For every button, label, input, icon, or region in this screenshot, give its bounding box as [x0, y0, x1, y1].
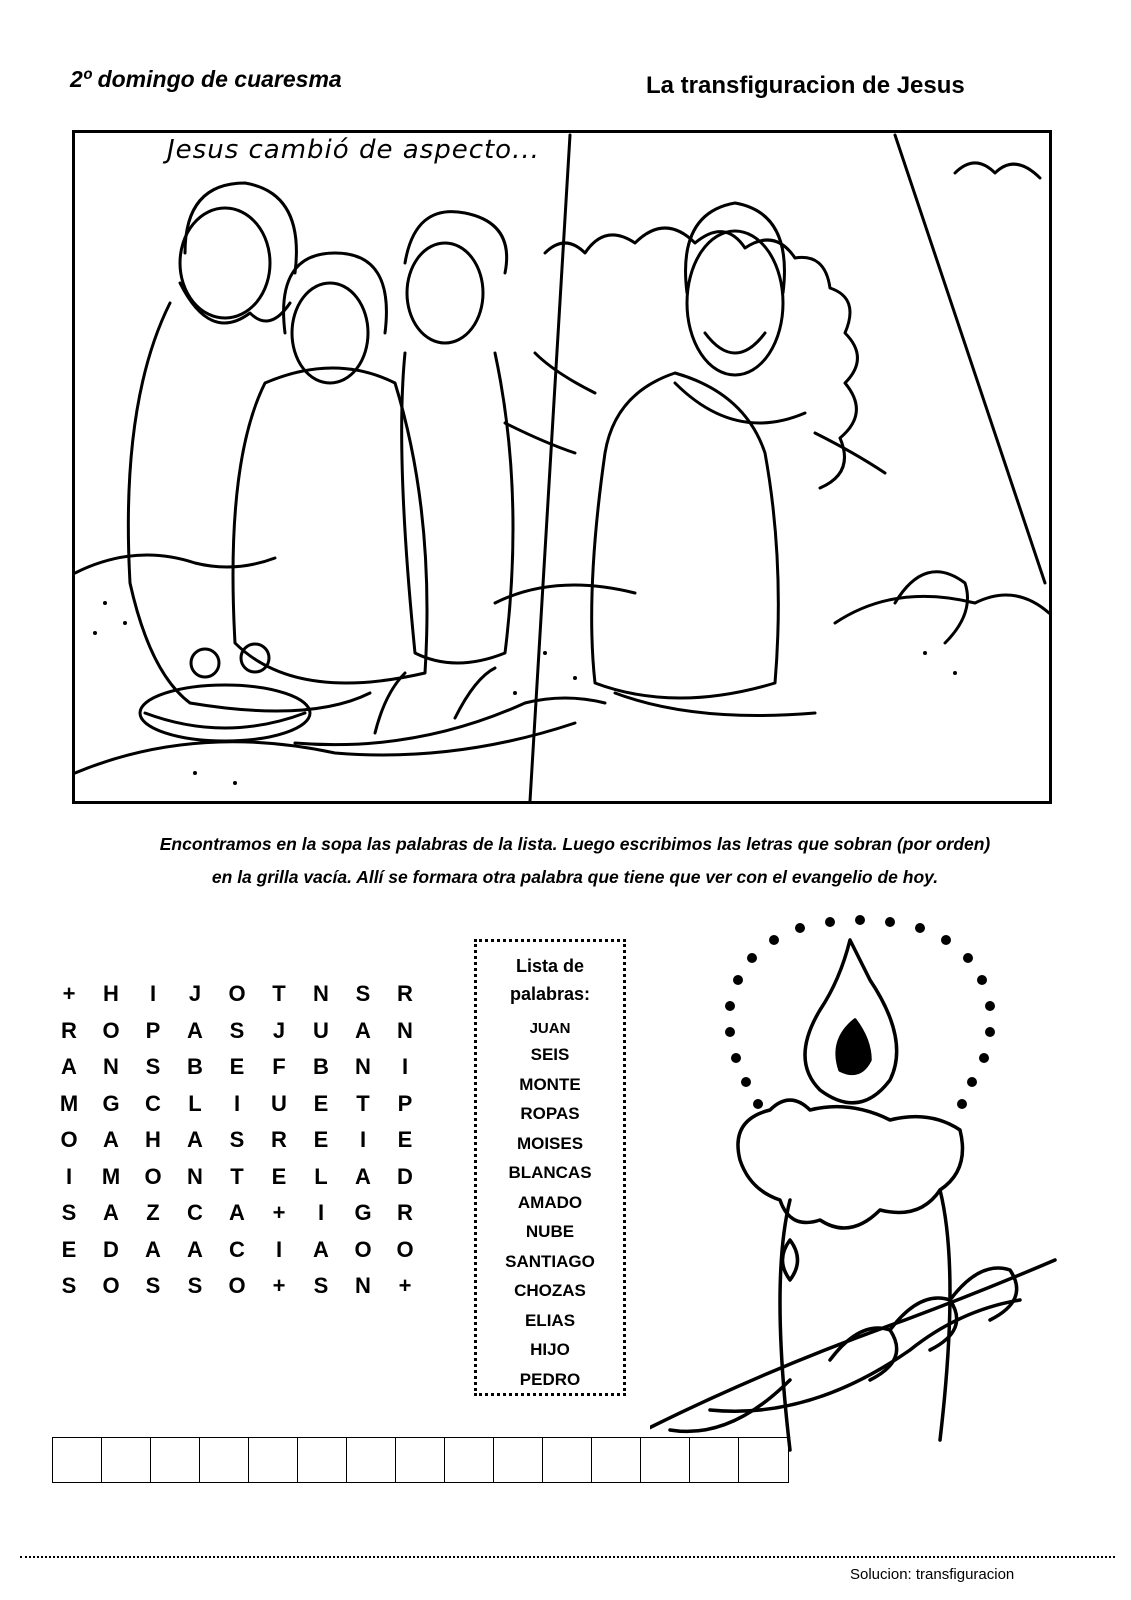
answer-box[interactable]	[53, 1438, 102, 1482]
grid-cell: N	[103, 1054, 119, 1079]
grid-cell: E	[271, 1163, 287, 1189]
grid-cell: S	[61, 1200, 77, 1225]
answer-box[interactable]	[249, 1438, 298, 1482]
grid-cell: B	[187, 1054, 203, 1079]
word-list-box	[474, 939, 626, 1396]
page-title: La transfiguracion de Jesus	[646, 72, 965, 99]
grid-cell: C	[187, 1200, 203, 1225]
grid-cell: I	[275, 1236, 283, 1262]
grid-cell: T	[356, 1090, 370, 1116]
grid-cell: A	[103, 1127, 119, 1152]
word-list-item: MONTE	[519, 1074, 581, 1094]
grid-cell: S	[355, 981, 371, 1006]
footer-divider	[20, 1556, 1115, 1558]
grid-cell: E	[313, 1127, 329, 1152]
grid-cell: O	[102, 1017, 120, 1043]
word-list-title-line-2: palabras:	[509, 984, 591, 1004]
grid-cell: +	[62, 981, 76, 1006]
word-list-item: PEDRO	[519, 1369, 581, 1389]
grid-cell: L	[314, 1163, 328, 1189]
grid-cell: E	[397, 1127, 413, 1152]
grid-cell: O	[144, 1163, 162, 1189]
word-list-item: MOISES	[516, 1133, 584, 1153]
grid-cell: E	[61, 1236, 77, 1262]
grid-cell: O	[60, 1127, 78, 1152]
word-list-item: SANTIAGO	[505, 1251, 595, 1271]
solution-text: Solucion: transfiguracion	[850, 1566, 1015, 1583]
grid-cell: U	[271, 1090, 287, 1116]
grid-cell: O	[228, 1273, 246, 1298]
grid-cell: A	[103, 1200, 119, 1225]
answer-box[interactable]	[445, 1438, 494, 1482]
word-list-item: BLANCAS	[508, 1163, 592, 1182]
grid-cell: S	[187, 1273, 203, 1298]
grid-cell: G	[102, 1090, 120, 1116]
grid-cell: +	[272, 1200, 286, 1225]
grid-cell: E	[313, 1090, 329, 1116]
grid-cell: A	[187, 1236, 203, 1262]
grid-cell: R	[397, 981, 413, 1006]
grid-cell: M	[59, 1090, 79, 1116]
grid-cell: A	[355, 1163, 371, 1189]
answer-box[interactable]	[298, 1438, 347, 1482]
grid-cell: F	[272, 1054, 286, 1079]
grid-cell: N	[187, 1163, 203, 1189]
grid-cell: D	[103, 1236, 119, 1262]
illustration-caption: Jesus cambió de aspecto...	[167, 135, 540, 165]
grid-cell: D	[397, 1163, 413, 1189]
grid-cell: I	[149, 981, 157, 1006]
grid-cell: R	[397, 1200, 413, 1225]
grid-cell: I	[317, 1200, 325, 1225]
halo-dots	[725, 915, 995, 1109]
answer-box[interactable]	[102, 1438, 151, 1482]
answer-box[interactable]	[347, 1438, 396, 1482]
instructions-line-2: en la grilla vacía. Allí se formara otra palabra que tiene que ver con el evangelio de hoy.	[211, 867, 939, 887]
grid-cell: O	[354, 1236, 372, 1262]
word-list-item: AMADO	[517, 1192, 583, 1212]
grid-cell: I	[401, 1054, 409, 1079]
grid-cell: U	[313, 1017, 329, 1043]
grid-cell: S	[145, 1273, 161, 1298]
grid-cell: H	[103, 981, 119, 1006]
answer-box[interactable]	[690, 1438, 739, 1482]
grid-cell: H	[145, 1127, 161, 1152]
grid-cell: +	[272, 1273, 286, 1298]
transfiguration-illustration	[72, 130, 1052, 804]
word-list-item: JUAN	[529, 1020, 571, 1037]
grid-cell: I	[233, 1090, 241, 1116]
instructions	[40, 828, 1110, 894]
grid-cell: G	[354, 1200, 372, 1225]
page-subtitle: 2º domingo de cuaresma	[70, 66, 342, 92]
grid-cell: S	[229, 1017, 245, 1043]
word-list-item: HIJO	[530, 1340, 570, 1359]
grid-cell: I	[65, 1163, 73, 1189]
word-list-title	[477, 952, 623, 1008]
answer-box[interactable]	[200, 1438, 249, 1482]
answer-box[interactable]	[494, 1438, 543, 1482]
grid-cell: O	[102, 1273, 120, 1298]
grid-cell: A	[355, 1017, 371, 1043]
grid-cell: A	[187, 1017, 203, 1043]
grid-cell: E	[229, 1054, 245, 1079]
word-list-item: NUBE	[525, 1222, 575, 1241]
grid-cell: N	[397, 1017, 413, 1043]
grid-cell: S	[229, 1127, 245, 1152]
answer-box[interactable]	[396, 1438, 445, 1482]
word-list-item: CHOZAS	[514, 1281, 586, 1300]
candle-drawing	[650, 910, 1070, 1470]
word-list-item: ELIAS	[524, 1310, 576, 1330]
grid-cell: Z	[146, 1200, 160, 1225]
answer-box[interactable]	[641, 1438, 690, 1482]
grid-cell: S	[145, 1054, 161, 1079]
grid-cell: I	[359, 1127, 367, 1152]
grid-cell: R	[61, 1017, 77, 1043]
coloring-drawing	[75, 133, 1049, 801]
grid-cell: A	[187, 1127, 203, 1152]
word-search-grid	[48, 976, 426, 1305]
grid-cell: O	[396, 1236, 414, 1262]
instructions-line-1: Encontramos en la sopa las palabras de la lista. Luego escribimos las letras que sobran (por orden)	[159, 834, 991, 854]
word-list-item: ROPAS	[520, 1104, 580, 1123]
grid-cell: L	[188, 1090, 202, 1116]
grid-cell: P	[397, 1090, 413, 1116]
grid-cell: A	[313, 1236, 329, 1262]
grid-cell: R	[271, 1127, 287, 1152]
grid-cell: C	[229, 1236, 245, 1262]
grid-cell: +	[398, 1273, 412, 1298]
grid-cell: A	[61, 1054, 77, 1079]
answer-box[interactable]	[592, 1438, 641, 1482]
grid-cell: J	[272, 1017, 286, 1043]
grid-cell: N	[355, 1273, 371, 1298]
grid-cell: O	[228, 981, 246, 1006]
answer-box[interactable]	[151, 1438, 200, 1482]
word-list-title-line-1: Lista de	[515, 956, 585, 976]
grid-cell: J	[188, 981, 202, 1006]
answer-box[interactable]	[739, 1438, 788, 1482]
candle-illustration	[650, 910, 1070, 1475]
answer-grid	[52, 1437, 789, 1483]
grid-cell: T	[272, 981, 286, 1006]
word-list-items	[477, 1018, 623, 1394]
grid-cell: A	[229, 1200, 245, 1225]
grid-cell: N	[355, 1054, 371, 1079]
grid-cell: C	[145, 1090, 161, 1116]
grid-cell: P	[145, 1017, 161, 1043]
word-list-item: SEIS	[530, 1045, 570, 1064]
grid-cell: T	[230, 1163, 244, 1189]
grid-cell: S	[61, 1273, 77, 1298]
answer-box[interactable]	[543, 1438, 592, 1482]
grid-cell: N	[313, 981, 329, 1006]
grid-cell: M	[101, 1163, 121, 1189]
grid-cell: S	[313, 1273, 329, 1298]
grid-cell: A	[145, 1236, 161, 1262]
grid-cell: B	[313, 1054, 329, 1079]
